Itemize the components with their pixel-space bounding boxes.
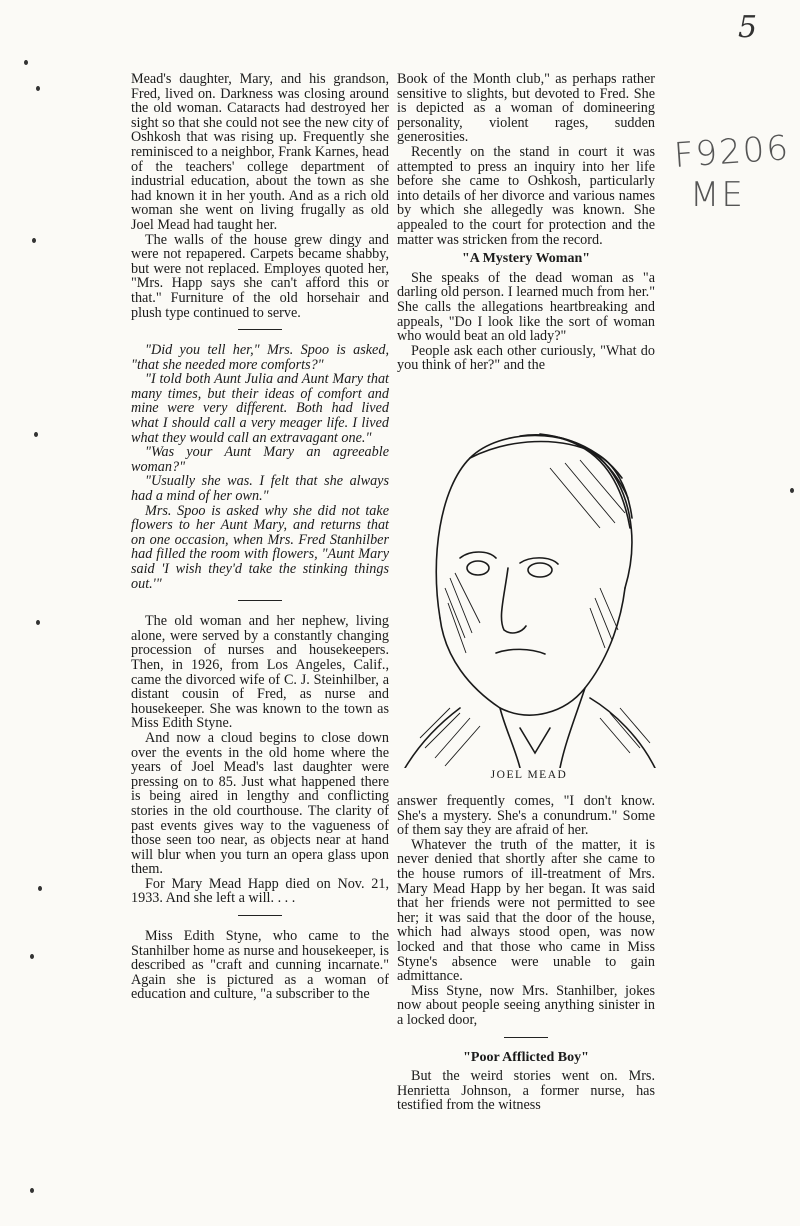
article-column-right-bottom [397, 794, 655, 1113]
paragraph: "Did you tell her," Mrs. Spoo is asked, "that she needed more comforts?" [131, 342, 389, 373]
section-divider [238, 600, 282, 601]
scan-mark [790, 488, 794, 493]
section-divider [238, 329, 282, 330]
paragraph: Recently on the stand in court it was attempted to press an inquiry into her life before she came to Oshkosh, particularly into details of her divorce and various names by which she allegedly was known. She appealed to the court for protection and the matter was stricken from the record. [397, 143, 655, 248]
subheading: "A Mystery Woman" [461, 251, 591, 267]
margin-note-code: F9206 [672, 127, 792, 177]
subheading: "Poor Afflicted Boy" [463, 1049, 589, 1065]
portrait-caption: JOEL MEAD [490, 769, 568, 781]
paragraph: And now a cloud begins to close down over the events in the old home where the years of Joel Mead's last daughter were pressing on to 85. Just what happened there is being aired in lengthy and conflicting stories in the old courthouse. The clarity of past events gives way to the vagueness of those seen too near, as objects near at hand will blur when you turn an opera glass upon them. [131, 729, 389, 878]
scan-mark [34, 432, 38, 437]
paragraph: Mrs. Spoo is asked why she did not take flowers to her Aunt Mary, and returns that on one occasion, when Mrs. Fred Stanhilber had filled the room with flowers, "Aunt Mary said 'I wish they'd take the stinking things out.'" [131, 502, 389, 592]
article-column-left [131, 72, 389, 1002]
paragraph: She speaks of the dead woman as "a darling old person. I learned much from her." She calls the allegations heartbreaking and appeals, "Do I look like the sort of woman who would beat an old lady?" [397, 269, 655, 345]
article-column-right-top [397, 72, 655, 373]
paragraph: Mead's daughter, Mary, and his grandson, Fred, lived on. Darkness was closing around the old woman. Cataracts had destroyed her sight so that she could not see the new city of Oshkosh that was rising up. Frequently she reminisced to a neighbor, Frank Karnes, head of the teachers' college department of industrial education, about the town as she had known it in her youth. And as a rich old woman she went on living frugally as old Joel Mead had taught her. [131, 71, 389, 233]
scan-mark [38, 886, 42, 891]
portrait-joel-mead [400, 408, 658, 768]
section-divider [504, 1037, 548, 1038]
scan-mark [36, 86, 40, 91]
page-number: 5 [738, 10, 758, 45]
paragraph: Whatever the truth of the matter, it is never denied that shortly after she came to the house rumors of ill-treatment of Mrs. Mary Mead Happ by her began. It was said that her friends were not permitted to see her; it was said that the door of the house, which had always stood open, was now locked and that those who came in Miss Styne's absence were unable to gain admittance. [397, 836, 655, 985]
paragraph: The old woman and her nephew, living alone, were served by a constantly changing procession of nurses and housekeepers. Then, in 1926, from Los Angeles, Calif., came the divorced wife of C. J. Steinhilber, a distant cousin of Fred, as nurse and housekeeper. She was known to the town as Miss Edith Styne. [131, 613, 389, 732]
scan-mark [30, 954, 34, 959]
paragraph: People ask each other curiously, "What do you think of her?" and the [397, 342, 655, 374]
paragraph: Book of the Month club," as perhaps rather sensitive to slights, but devoted to Fred. She is depicted as a woman of domineering personality, violent rages, sudden generosities. [397, 71, 655, 146]
paragraph: For Mary Mead Happ died on Nov. 21, 1933. And she left a will. . . . [131, 875, 389, 907]
paragraph: "Usually she was. I felt that she always had a mind of her own." [131, 473, 389, 505]
scan-mark [36, 620, 40, 625]
paragraph: Miss Edith Styne, who came to the Stanhilber home as nurse and housekeeper, is described as "craft and cunning incarnate." Again she is pictured as a woman of education and culture, "a subscriber to the [131, 928, 389, 1003]
paragraph: The walls of the house grew dingy and were not repapered. Carpets became shabby, but were not replaced. Employes quoted her, "Mrs. Happ says she can't afford this or that." Furniture of the old horsehair and plush type continued to serve. [131, 231, 389, 321]
margin-note-initials: ME [690, 175, 745, 215]
scan-mark [32, 238, 36, 243]
paragraph: answer frequently comes, "I don't know. She's a mystery. She's a conundrum." Some of them say they are afraid of her. [397, 793, 655, 839]
paragraph: "I told both Aunt Julia and Aunt Mary that many times, but their ideas of comfort and mine were very different. Both had lived what I should call a very meager life. I lived what they would call an extravagant one." [131, 371, 389, 446]
section-divider [238, 915, 282, 916]
paragraph: But the weird stories went on. Mrs. Henrietta Johnson, a former nurse, has testified from the witness [397, 1068, 655, 1114]
scan-mark [24, 60, 28, 65]
paragraph: Miss Styne, now Mrs. Stanhilber, jokes now about people seeing anything sinister in a locked door, [397, 982, 655, 1028]
paragraph: "Was your Aunt Mary an agreeable woman?" [131, 444, 389, 475]
scan-mark [30, 1188, 34, 1193]
